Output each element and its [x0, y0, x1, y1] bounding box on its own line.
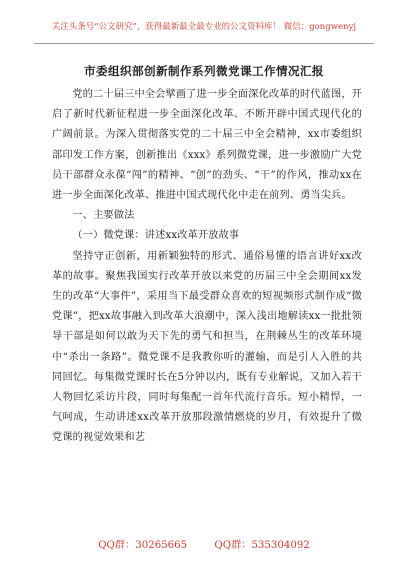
header-banner: 关注头条号“公文研究”，获得最新最全最专业的公文资料库！ 微信：gongwenyj — [51, 21, 357, 31]
document-title: 市委组织部创新制作系列微党课工作情况汇报 — [84, 64, 324, 78]
body-paragraph: 坚持守正创新，用新颖独特的形式、通俗易懂的语言讲好xx改革的故事。聚焦我国实行改革开放以来党的历届三中全会期间xx发生的改革“大事件”，采用当下最受群众喜欢的短视频形式制作成“微党课”，把xx故事融入到改革大浪潮中，深入浅出地解读xx一批批领导干部是如何以敢为天下先的勇气和担当，在荆棘丛生的改革环境中“杀出一条路”。微党课不是我教你听的灌输，而是引人入胜的共同回忆。每集微党课时长在5分钟以内，既有专业解说，又加入若干人物回忆采访片段，同时每集配一首年代流行音乐。短小精悍，一气呵成，生动讲述xx改革开放那段激情燃烧的岁月，有效提升了微党课的视觉效果和艺 — [52, 250, 362, 444]
header-divider — [34, 43, 374, 44]
footer-qq-group-2: QQ群：535304092 — [214, 540, 310, 551]
document-body — [52, 85, 362, 449]
section-heading: 一、主要做法 — [72, 210, 135, 222]
footer — [0, 536, 408, 551]
intro-paragraph: 党的二十届三中全会擘画了进一步全面深化改革的时代蓝图，开启了新时代新征程进一步全面深化改革、不断开辟中国式现代化的广阔前景。为深入贯彻落实党的二十届三中全会精神，xx市委组织部印发工作方案，创新推出《xxx》系列微党课，进一步激励广大党员干部群众永葆“闯”的精神、“创”的劲头、“干”的作风，推动xx在进一步全面深化改革、推进中国式现代化中走在前列、勇当尖兵。 — [52, 89, 362, 202]
footer-qq-group-1: QQ群：30265665 — [98, 540, 188, 551]
subsection-heading: （一）微党课：讲述xx改革开放故事 — [72, 230, 240, 242]
